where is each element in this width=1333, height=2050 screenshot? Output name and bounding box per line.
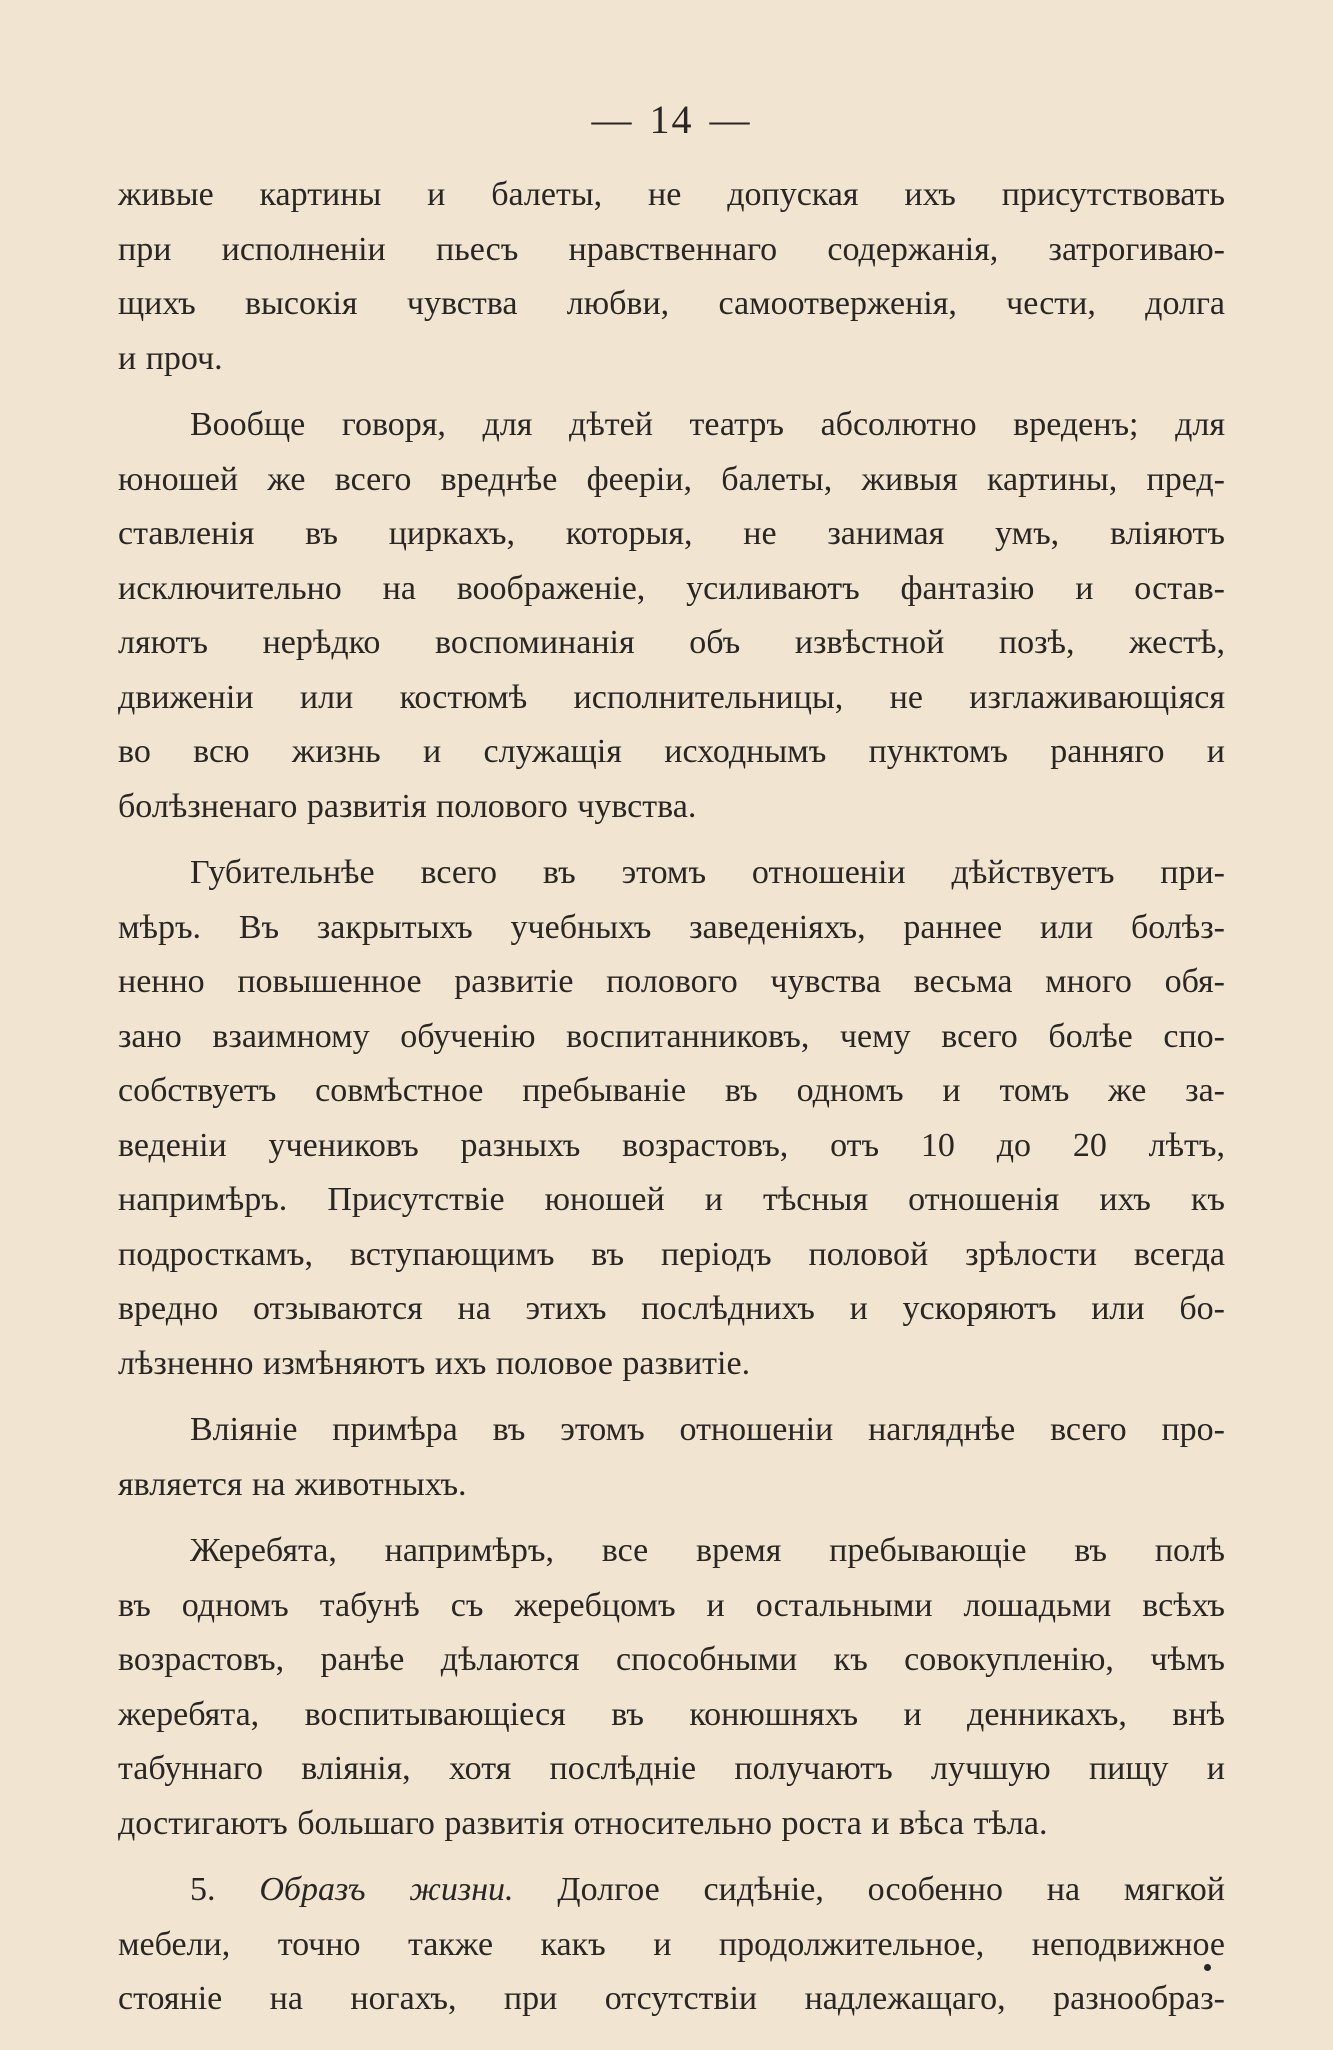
text-line: Жеребята, напримѣръ, все время пребывающіе въ полѣ — [190, 1532, 1225, 1569]
text-line: ненно повышенное развитіе полового чувства весьма много обя- — [118, 963, 1225, 1000]
text-line: подросткамъ, вступающимъ въ періодъ половой зрѣлости всегда — [118, 1235, 1225, 1273]
text-line: въ одномъ табунѣ съ жеребцомъ и остальными лошадьми всѣхъ — [118, 1586, 1225, 1624]
text-line: лѣзненно измѣняютъ ихъ половое развитіе. — [118, 1344, 751, 1382]
text-line: ляютъ нерѣдко воспоминанія объ извѣстной позѣ, жестѣ, — [118, 624, 1225, 661]
page-number-dash-right: — — [709, 97, 752, 142]
page-number-value: 14 — [649, 97, 694, 142]
text-line: юношей же всего вреднѣе феерiи, балеты, живыя картины, пред- — [118, 460, 1225, 498]
text-line: ставленія въ циркахъ, которыя, не занимая умъ, вліяютъ — [118, 515, 1225, 552]
text-line: живые картины и балеты, не допуская ихъ присутствовать — [118, 176, 1225, 213]
text-line: во всю жизнь и служащія исходнымъ пунктомъ ранняго и — [118, 733, 1225, 770]
text-line: стояніе на ногахъ, при отсутствіи надлежащаго, разнообраз- — [118, 1980, 1225, 2017]
text-line: Губительнѣе всего въ этомъ отношеніи дѣйствуетъ при- — [190, 854, 1225, 891]
text-line: достигаютъ большаго развитія относительно роста и вѣса тѣла. — [118, 1804, 1048, 1842]
text-line: табуннаго вліянія, хотя послѣдніе получаютъ лучшую пищу и — [118, 1750, 1225, 1787]
text-line: веденіи учениковъ разныхъ возрастовъ, отъ 10 до 20 лѣтъ, — [118, 1126, 1225, 1164]
section-number: 5. — [190, 1871, 216, 1908]
text-line: собствуетъ совмѣстное пребываніе въ одномъ и томъ же за- — [118, 1072, 1225, 1109]
text-line: Вообще говоря, для дѣтей театръ абсолютно вреденъ; для — [190, 406, 1225, 443]
section-heading-line — [118, 1863, 1225, 1918]
text-line: исключительно на воображеніе, усиливаютъ фантазію и остав- — [118, 569, 1225, 607]
page-number — [118, 98, 1225, 142]
text-line: мебели, точно также какъ и продолжительное, неподвижное — [118, 1925, 1225, 1963]
text-line: вредно отзываются на этихъ послѣднихъ и ускоряютъ или бо- — [118, 1290, 1225, 1327]
text-line: мѣръ. Въ закрытыхъ учебныхъ заведеніяхъ, раннее или болѣз- — [118, 908, 1225, 946]
text-line: возрастовъ, ранѣе дѣлаются способными къ совокупленію, чѣмъ — [118, 1641, 1225, 1678]
section-title: Образъ жизни. — [259, 1871, 514, 1908]
page-number-dash-left: — — [591, 97, 634, 142]
page-body — [118, 168, 1225, 2027]
text-line: болѣзненаго развитія полового чувства. — [118, 787, 697, 825]
text-line: являетcя на животныхъ. — [118, 1465, 467, 1503]
text-line: напримѣръ. Присутствіе юношей и тѣсныя отношенія ихъ къ — [118, 1181, 1225, 1218]
text-line: движеніи или костюмѣ исполнительницы, не изглаживающіяся — [118, 678, 1225, 716]
text-line: зано взаимному обученію воспитанниковъ, чему всего болѣе спо- — [118, 1017, 1225, 1055]
text-line: жеребята, воспитывающіеся въ конюшняхъ и денникахъ, внѣ — [118, 1695, 1225, 1733]
text-line: и проч. — [118, 339, 223, 377]
text-line: при исполненіи пьесъ нравственнаго содержанія, затрогиваю- — [118, 230, 1225, 268]
text-line: Вліяніе примѣра въ этомъ отношеніи нагляднѣе всего про- — [190, 1411, 1225, 1448]
text-line: щихъ высокія чувства любви, самоотверженія, чести, долга — [118, 285, 1225, 322]
section-text: Долгое сидѣніе, особенно на мягкой — [557, 1871, 1225, 1908]
ink-speck — [1204, 1964, 1211, 1971]
